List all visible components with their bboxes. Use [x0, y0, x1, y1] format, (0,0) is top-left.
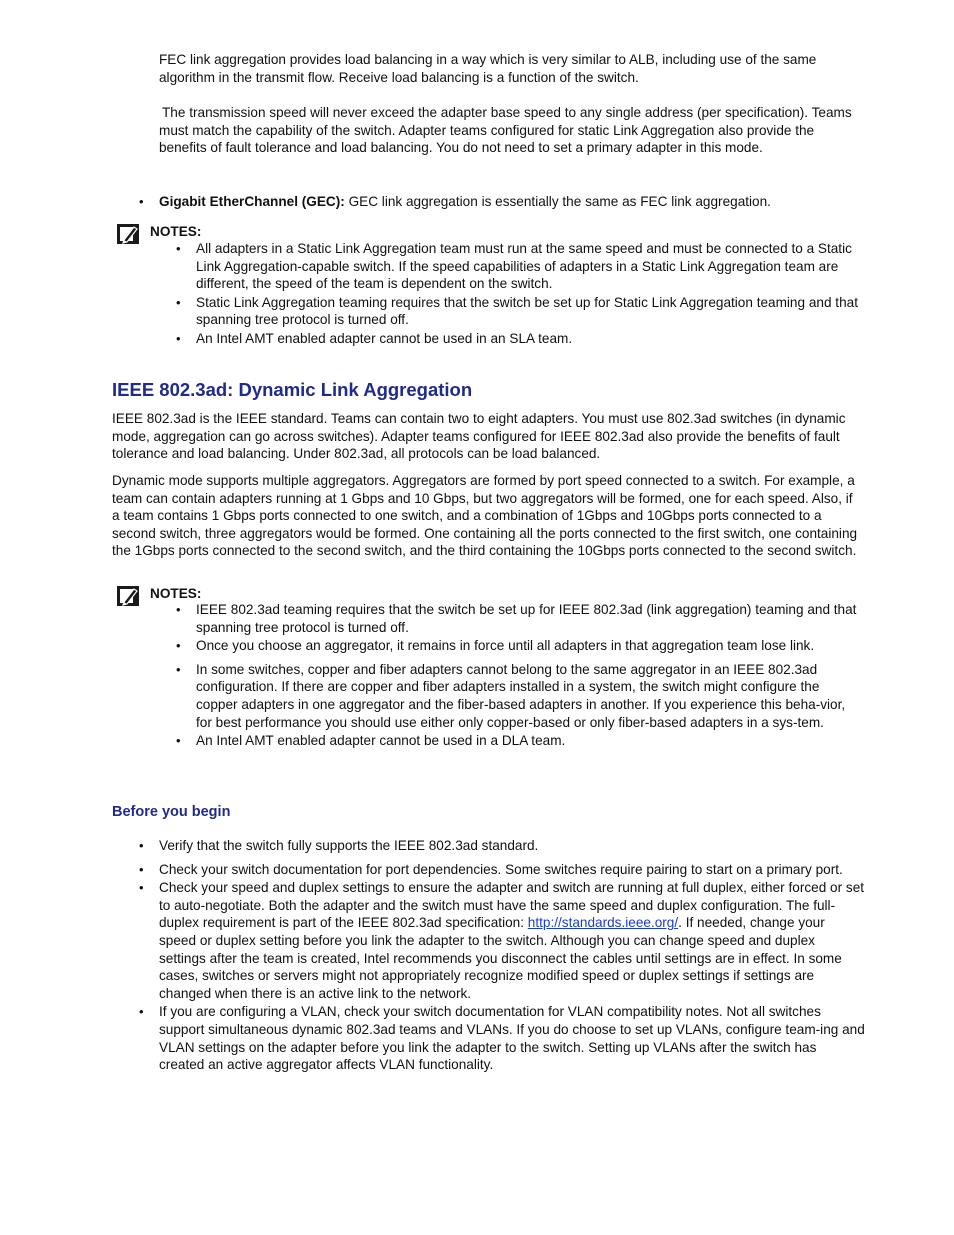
note-item: • An Intel AMT enabled adapter cannot be used in a DLA team. — [196, 732, 860, 750]
note-item: • All adapters in a Static Link Aggregation team must run at the same speed and must be connected to a Static Link Aggregation-capable switch. If the speed capabilities of adapters in a Static Link Aggregation team are different, the speed of the team is dependent on the switch. — [196, 240, 860, 293]
fec-paragraph-1: FEC link aggregation provides load balancing in a way which is very similar to ALB, including use of the same algorithm in the transmit flow. Receive load balancing is a function of the switch. — [159, 52, 817, 85]
notes-list-2 — [196, 601, 860, 750]
section-paragraph-2: Dynamic mode supports multiple aggregators. Aggregators are formed by port speed connected to a switch. For example, a team can contain adapters running at 1 Gbps and 10 Gbps, but two aggregators will be formed, one for each speed. Also, if a team contains 1 Gbps ports connected to one switch, and a combination of 1Gbps and 10Gbps ports connected to a second switch, three aggregators would be formed. One containing all the ports connected to the first switch, one containing the 1Gbps ports connected to the second switch, and the third containing the 10Gbps ports connected to the second switch. — [112, 473, 858, 559]
notes-list-1 — [196, 240, 860, 348]
fec-paragraph-2: The transmission speed will never exceed the adapter base speed to any single address (per specification). Teams must match the capability of the switch. Adapter teams configured for static Link Aggregation also provide the benefits of fault tolerance and load balancing. You do not need to set a primary adapter in this mode. — [159, 105, 852, 156]
section-heading: IEEE 802.3ad: Dynamic Link Aggregation — [112, 379, 473, 400]
pencil-note-icon — [117, 224, 139, 244]
ieee-standards-link[interactable]: http://standards.ieee.org/ — [527, 915, 679, 931]
before-item: • Check your switch documentation for port dependencies. Some switches require pairing to start on a primary port. — [159, 861, 865, 879]
before-item-text: Check your speed and duplex settings to ensure the adapter and switch are running at full duplex, either forced or set to auto-negotiate. Both the adapter and the switch must have the same speed and duplex configuration. The full-duplex requirement is part of the IEEE 802.3ad specification: — [159, 880, 865, 931]
gec-list — [159, 193, 859, 211]
before-item — [159, 879, 865, 1002]
gec-text: GEC link aggregation is essentially the same as FEC link aggregation. — [344, 194, 771, 209]
notes-label: NOTES: — [150, 586, 202, 601]
before-item-text: . If needed, change your speed or duplex setting before you link the adapter to the switch. Although you can change speed and duplex settings after the team is created, Intel recommends you disconnect the cables until settings are in effect. In some cases, switches or servers might not appropriately recognize modified speed or duplex settings if settings are changed when there is an active link to the network. — [159, 915, 842, 1001]
gec-list-item — [159, 193, 859, 211]
note-item: • An Intel AMT enabled adapter cannot be used in an SLA team. — [196, 330, 860, 348]
before-item: • If you are configuring a VLAN, check your switch documentation for VLAN compatibility notes. Not all switches support simultaneous dynamic 802.3ad teams and VLANs. If you do choose to set up VLANs, configure team-ing and VLAN settings on the adapter before you link the adapter to the switch. Setting up VLANs after the switch has created an active aggregator affects VLAN functionality. — [159, 1003, 865, 1073]
pencil-note-icon — [117, 586, 139, 606]
section-paragraph-1: IEEE 802.3ad is the IEEE standard. Teams can contain two to eight adapters. You must use 802.3ad switches (in dynamic mode, aggregation can go across switches). Adapter teams configured for IEEE 802.3ad also provide the benefits of fault tolerance and load balancing. Under 802.3ad, all protocols can be load balanced. — [112, 411, 846, 462]
note-item: • Static Link Aggregation teaming requires that the switch be set up for Static Link Aggregation teaming and that spanning tree protocol is turned off. — [196, 294, 860, 329]
note-item: • IEEE 802.3ad teaming requires that the switch be set up for IEEE 802.3ad (link aggregation) teaming and that spanning tree protocol is turned off. — [196, 601, 860, 636]
gec-term: Gigabit EtherChannel (GEC): — [159, 194, 345, 209]
note-item: • In some switches, copper and fiber adapters cannot belong to the same aggregator in an IEEE 802.3ad configuration. If there are copper and fiber adapters installed in a system, the switch might configure the copper adapters in one aggregator and the fiber-based adapters in another. If you experience this beha-vior, for best performance you should use either only copper-based or only fiber-based adapters in a sys-tem. — [196, 661, 860, 731]
subsection-heading: Before you begin — [112, 804, 231, 820]
notes-label: NOTES: — [150, 224, 202, 239]
note-item: • Once you choose an aggregator, it remains in force until all adapters in that aggregation team lose link. — [196, 637, 860, 655]
before-list — [159, 837, 865, 1074]
before-item: • Verify that the switch fully supports the IEEE 802.3ad standard. — [159, 837, 865, 855]
